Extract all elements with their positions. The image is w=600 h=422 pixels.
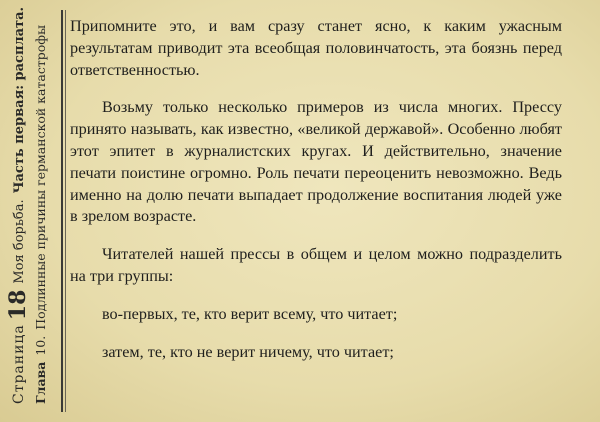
list-item-1: во-первых, те, кто верит всему, что читает;: [102, 304, 398, 323]
chapter-title: Подлинные причины германской катастрофы: [33, 24, 48, 330]
side-header: [0, 0, 60, 422]
list-item-2: затем, те, кто не верит ничему, что читает;: [102, 342, 394, 361]
side-row-bottom: [30, 4, 52, 404]
paragraph-1: Припомните это, и вам сразу станет ясно, к каким ужасным результатам приводит эта всеобщая половинчатость, эта боязнь перед ответственностью.: [70, 17, 562, 79]
vertical-divider: [61, 10, 63, 412]
paragraph-3: Читателей нашей прессы в общем и целом можно подразделить на три группы:: [70, 245, 562, 285]
page-number: 18: [5, 289, 31, 321]
vertical-divider-thin: [65, 10, 66, 412]
page-label: Страница: [11, 324, 27, 404]
book-title: Моя борьба.: [12, 199, 27, 284]
side-header-text: [6, 4, 54, 404]
part-title: Часть первая: расплата.: [12, 6, 27, 194]
chapter-number: 10.: [33, 335, 48, 356]
paragraph-2: Возьму только несколько примеров из числа многих. Прессу принято называть, как известно, «великой державой». Особенно любят этот эпитет в журналистских кругах. И действительно, значение печати поистине огромно. Роль печати переоценить невозможно. Ведь именно на долю печати выпадает продолжение воспитания людей уже в зрелом возрасте.: [70, 98, 562, 226]
chapter-label: Глава: [33, 361, 48, 404]
body-text: [70, 16, 562, 379]
side-row-top: [6, 4, 30, 404]
